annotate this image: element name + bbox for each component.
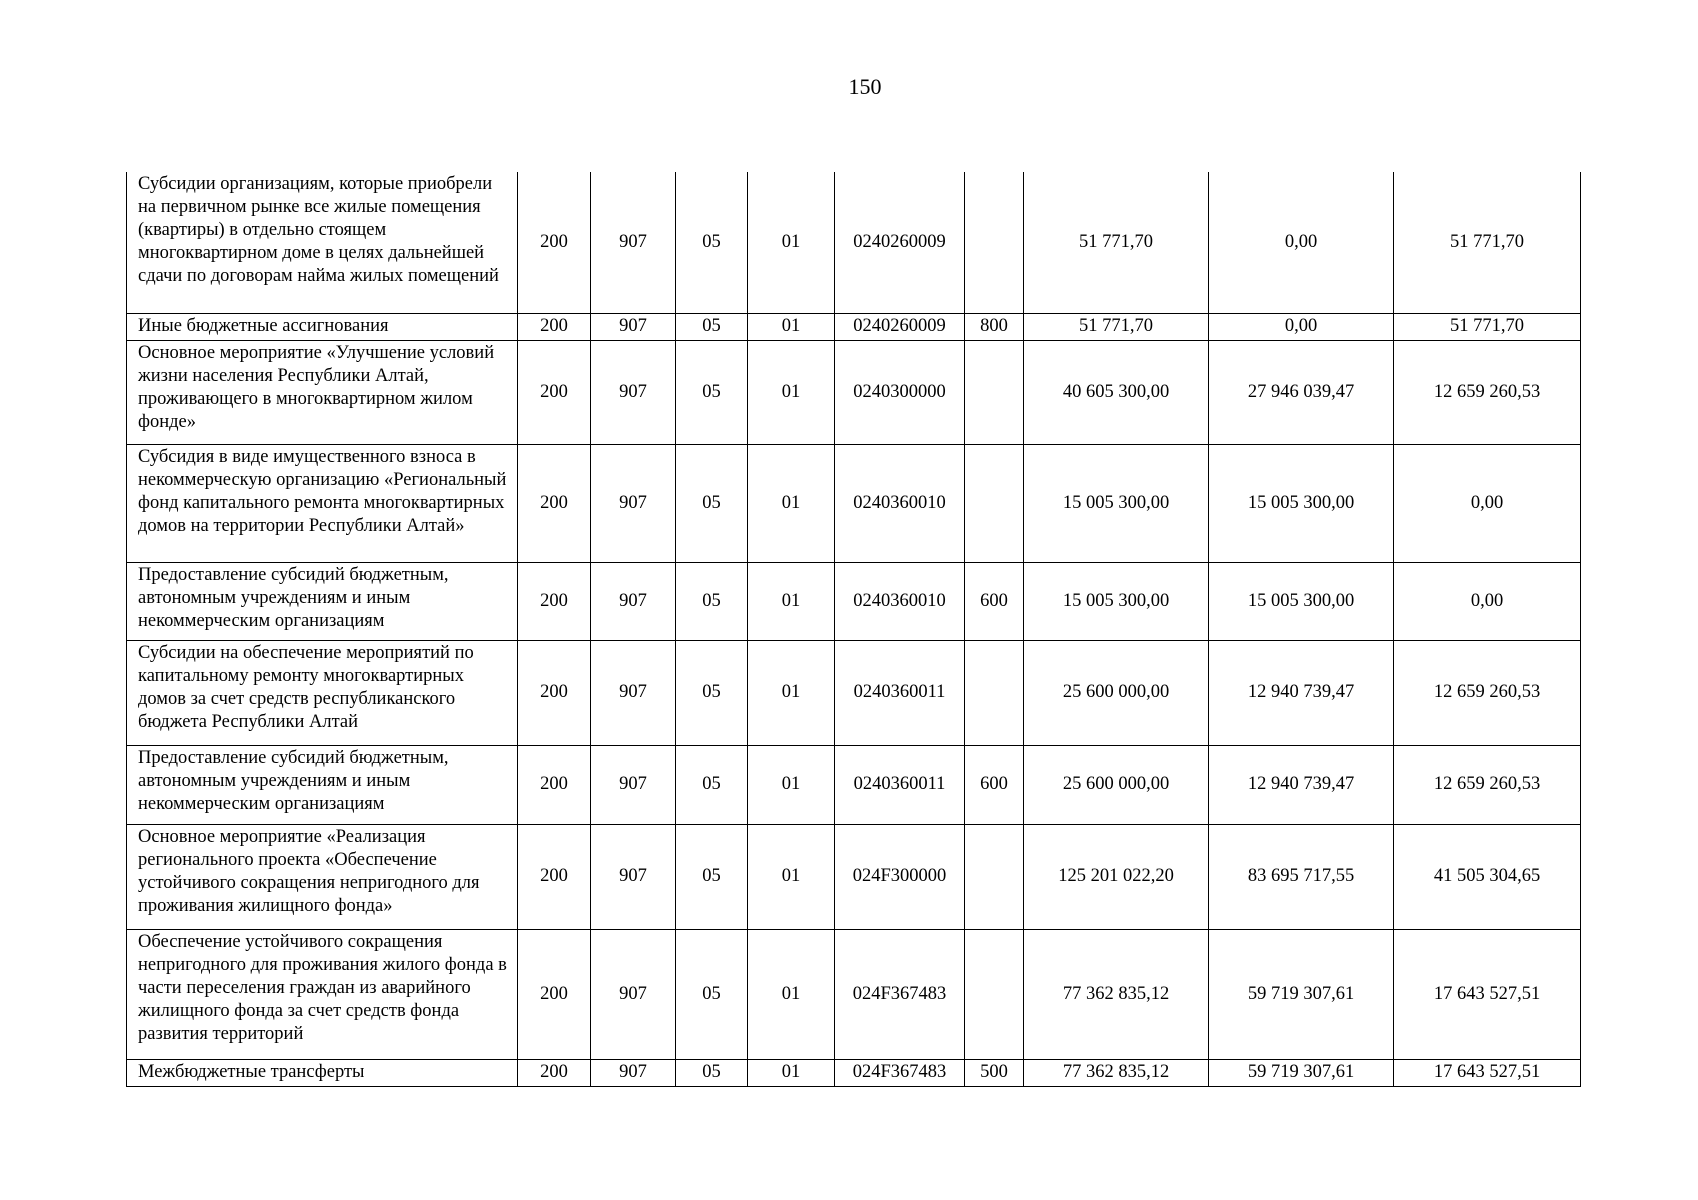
code-cell: 01 bbox=[748, 340, 835, 444]
amount-cell: 59 719 307,61 bbox=[1209, 1059, 1394, 1086]
code-cell: 0240260009 bbox=[835, 313, 965, 340]
code-cell: 907 bbox=[591, 444, 676, 562]
code-cell: 200 bbox=[518, 745, 591, 824]
row-name: Основное мероприятие «Реализация регионального проекта «Обеспечение устойчивого сокращения непригодного для проживания жилищного фонда» bbox=[127, 824, 518, 929]
amount-cell: 51 771,70 bbox=[1394, 313, 1581, 340]
code-cell bbox=[965, 640, 1024, 745]
amount-cell: 17 643 527,51 bbox=[1394, 1059, 1581, 1086]
row-name: Предоставление субсидий бюджетным, автономным учреждениям и иным некоммерческим организациям bbox=[127, 562, 518, 640]
amount-cell: 59 719 307,61 bbox=[1209, 929, 1394, 1059]
code-cell: 05 bbox=[676, 640, 748, 745]
code-cell: 05 bbox=[676, 824, 748, 929]
row-name: Обеспечение устойчивого сокращения непригодного для проживания жилого фонда в части переселения граждан из аварийного жилищного фонда за счет средств фонда развития территорий bbox=[127, 929, 518, 1059]
code-cell: 200 bbox=[518, 929, 591, 1059]
amount-cell: 0,00 bbox=[1394, 444, 1581, 562]
table-row bbox=[127, 172, 1581, 313]
code-cell: 01 bbox=[748, 745, 835, 824]
row-name: Основное мероприятие «Улучшение условий жизни населения Республики Алтай, проживающего в многоквартирном жилом фонде» bbox=[127, 340, 518, 444]
code-cell: 05 bbox=[676, 340, 748, 444]
amount-cell: 25 600 000,00 bbox=[1024, 640, 1209, 745]
code-cell: 907 bbox=[591, 313, 676, 340]
amount-cell: 0,00 bbox=[1209, 313, 1394, 340]
code-cell: 01 bbox=[748, 313, 835, 340]
amount-cell: 12 659 260,53 bbox=[1394, 640, 1581, 745]
code-cell: 05 bbox=[676, 745, 748, 824]
row-name: Иные бюджетные ассигнования bbox=[127, 313, 518, 340]
table-row bbox=[127, 340, 1581, 444]
amount-cell: 51 771,70 bbox=[1024, 172, 1209, 313]
code-cell: 907 bbox=[591, 172, 676, 313]
amount-cell: 40 605 300,00 bbox=[1024, 340, 1209, 444]
code-cell: 01 bbox=[748, 824, 835, 929]
code-cell: 200 bbox=[518, 172, 591, 313]
code-cell: 200 bbox=[518, 340, 591, 444]
amount-cell: 83 695 717,55 bbox=[1209, 824, 1394, 929]
amount-cell: 17 643 527,51 bbox=[1394, 929, 1581, 1059]
code-cell: 907 bbox=[591, 745, 676, 824]
amount-cell: 77 362 835,12 bbox=[1024, 929, 1209, 1059]
amount-cell: 0,00 bbox=[1394, 562, 1581, 640]
code-cell: 907 bbox=[591, 562, 676, 640]
code-cell: 907 bbox=[591, 929, 676, 1059]
code-cell: 05 bbox=[676, 313, 748, 340]
code-cell: 907 bbox=[591, 340, 676, 444]
code-cell: 024F300000 bbox=[835, 824, 965, 929]
amount-cell: 15 005 300,00 bbox=[1209, 444, 1394, 562]
amount-cell: 27 946 039,47 bbox=[1209, 340, 1394, 444]
code-cell: 907 bbox=[591, 824, 676, 929]
budget-table bbox=[126, 172, 1581, 1087]
code-cell: 200 bbox=[518, 824, 591, 929]
code-cell: 024F367483 bbox=[835, 929, 965, 1059]
amount-cell: 51 771,70 bbox=[1024, 313, 1209, 340]
amount-cell: 15 005 300,00 bbox=[1024, 562, 1209, 640]
amount-cell: 41 505 304,65 bbox=[1394, 824, 1581, 929]
code-cell: 907 bbox=[591, 1059, 676, 1086]
code-cell: 01 bbox=[748, 444, 835, 562]
row-name: Субсидии организациям, которые приобрели на первичном рынке все жилые помещения (квартиры) в отдельно стоящем многоквартирном доме в целях дальнейшей сдачи по договорам найма жилых помещений bbox=[127, 172, 518, 313]
code-cell: 05 bbox=[676, 172, 748, 313]
code-cell: 01 bbox=[748, 562, 835, 640]
code-cell: 0240300000 bbox=[835, 340, 965, 444]
amount-cell: 125 201 022,20 bbox=[1024, 824, 1209, 929]
amount-cell: 0,00 bbox=[1209, 172, 1394, 313]
code-cell: 200 bbox=[518, 562, 591, 640]
code-cell: 600 bbox=[965, 562, 1024, 640]
amount-cell: 15 005 300,00 bbox=[1024, 444, 1209, 562]
code-cell bbox=[965, 929, 1024, 1059]
table-row bbox=[127, 824, 1581, 929]
row-name: Субсидия в виде имущественного взноса в некоммерческую организацию «Региональный фонд капитального ремонта многоквартирных домов на территории Республики Алтай» bbox=[127, 444, 518, 562]
row-name: Субсидии на обеспечение мероприятий по капитальному ремонту многоквартирных домов за счет средств республиканского бюджета Республики Алтай bbox=[127, 640, 518, 745]
code-cell bbox=[965, 824, 1024, 929]
code-cell: 05 bbox=[676, 1059, 748, 1086]
table-row bbox=[127, 929, 1581, 1059]
code-cell: 0240360011 bbox=[835, 640, 965, 745]
amount-cell: 51 771,70 bbox=[1394, 172, 1581, 313]
code-cell: 05 bbox=[676, 929, 748, 1059]
row-name: Межбюджетные трансферты bbox=[127, 1059, 518, 1086]
amount-cell: 12 659 260,53 bbox=[1394, 745, 1581, 824]
code-cell: 200 bbox=[518, 444, 591, 562]
code-cell: 200 bbox=[518, 640, 591, 745]
amount-cell: 12 940 739,47 bbox=[1209, 640, 1394, 745]
code-cell: 0240260009 bbox=[835, 172, 965, 313]
code-cell: 500 bbox=[965, 1059, 1024, 1086]
amount-cell: 12 940 739,47 bbox=[1209, 745, 1394, 824]
table-row bbox=[127, 444, 1581, 562]
table-row bbox=[127, 313, 1581, 340]
code-cell bbox=[965, 340, 1024, 444]
code-cell: 0240360011 bbox=[835, 745, 965, 824]
code-cell: 600 bbox=[965, 745, 1024, 824]
code-cell: 907 bbox=[591, 640, 676, 745]
code-cell: 05 bbox=[676, 562, 748, 640]
code-cell bbox=[965, 172, 1024, 313]
table-row bbox=[127, 562, 1581, 640]
code-cell: 0240360010 bbox=[835, 562, 965, 640]
code-cell bbox=[965, 444, 1024, 562]
code-cell: 800 bbox=[965, 313, 1024, 340]
table-row bbox=[127, 745, 1581, 824]
table-row bbox=[127, 640, 1581, 745]
amount-cell: 12 659 260,53 bbox=[1394, 340, 1581, 444]
amount-cell: 77 362 835,12 bbox=[1024, 1059, 1209, 1086]
code-cell: 024F367483 bbox=[835, 1059, 965, 1086]
code-cell: 01 bbox=[748, 640, 835, 745]
amount-cell: 15 005 300,00 bbox=[1209, 562, 1394, 640]
code-cell: 200 bbox=[518, 313, 591, 340]
code-cell: 05 bbox=[676, 444, 748, 562]
page-number: 150 bbox=[848, 74, 882, 99]
code-cell: 01 bbox=[748, 1059, 835, 1086]
code-cell: 01 bbox=[748, 929, 835, 1059]
code-cell: 01 bbox=[748, 172, 835, 313]
code-cell: 0240360010 bbox=[835, 444, 965, 562]
amount-cell: 25 600 000,00 bbox=[1024, 745, 1209, 824]
row-name: Предоставление субсидий бюджетным, автономным учреждениям и иным некоммерческим организациям bbox=[127, 745, 518, 824]
code-cell: 200 bbox=[518, 1059, 591, 1086]
table-row bbox=[127, 1059, 1581, 1086]
